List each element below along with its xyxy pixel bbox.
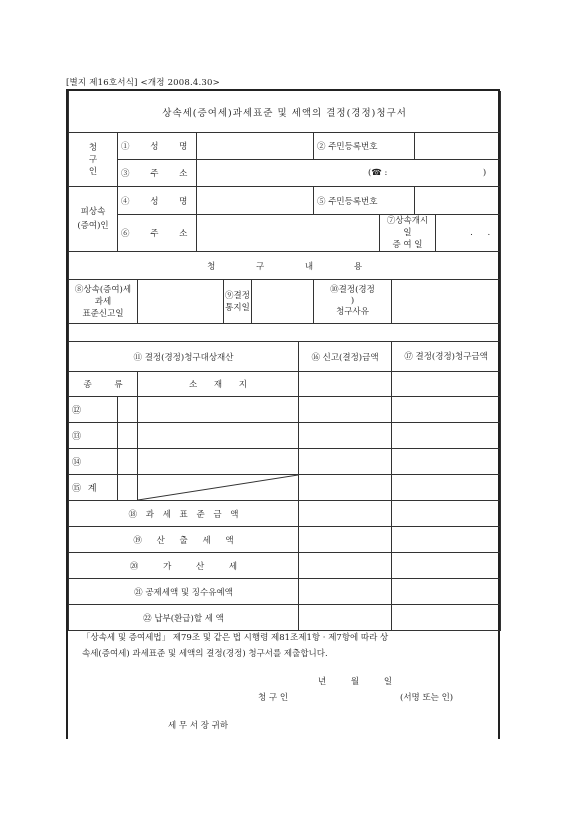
payable-tax-label: ㉒ 납부(환급)할 세 액 <box>69 605 299 631</box>
property-type-cell[interactable] <box>118 449 138 475</box>
calculated-tax-report-cell[interactable] <box>299 527 392 553</box>
phone-close: ) <box>482 168 487 178</box>
decedent-name-label: ④ 성 명 <box>118 187 197 215</box>
claimant-section-label: 청 구 인 <box>69 133 118 187</box>
form-table <box>68 91 501 631</box>
tax-base-amount-label: ⑱ 과 세 표 준 금 액 <box>69 501 299 527</box>
property-location-cell[interactable] <box>138 449 299 475</box>
decedent-id-label: ⑤ 주민등록번호 <box>314 187 415 215</box>
addressee: 세 무 서 장 귀하 <box>168 721 229 731</box>
property-report-amount-cell[interactable] <box>299 397 392 423</box>
deduction-claim-cell[interactable] <box>392 579 501 605</box>
property-location-label: 소 재 지 <box>138 372 299 397</box>
total-claim-amount-cell[interactable] <box>392 475 501 501</box>
claimant-name-field[interactable] <box>197 133 314 160</box>
claim-section-title: 청 구 내 용 <box>69 252 501 280</box>
report-amount-header-blank <box>299 372 392 397</box>
tax-base-claim-cell[interactable] <box>392 501 501 527</box>
claim-reason-field[interactable] <box>392 280 501 324</box>
claim-amount-header-blank <box>392 372 501 397</box>
property-location-cell[interactable] <box>138 397 299 423</box>
form-header-note: [별지 제16호서식] <개정 2008.4.30> <box>66 78 220 88</box>
property-type-cell[interactable] <box>118 397 138 423</box>
target-property-label: ⑪ 결정(경정)청구대상재산 <box>69 342 299 372</box>
report-amount-label: ⑯ 신고(결정)금액 <box>299 342 392 372</box>
payable-tax-claim-cell[interactable] <box>392 605 501 631</box>
claimant-address-label: ③ 주 소 <box>118 160 197 187</box>
decedent-address-label: ⑥ 주 소 <box>118 215 197 252</box>
decedent-address-field[interactable] <box>197 215 380 252</box>
property-total-row <box>69 475 118 501</box>
property-row-number: ⑭ <box>69 449 118 475</box>
statement-line-1: 「상속세 및 증여세법」 제79조 및 같은 법 시행령 제81조제1항 · 제7항에 따라 상 <box>82 633 389 643</box>
property-claim-amount-cell[interactable] <box>392 423 501 449</box>
total-label: 계 <box>87 484 97 494</box>
decedent-section-label: 피상속 (증여)인 <box>69 187 118 252</box>
spacer-row <box>69 324 501 342</box>
inheritance-date-label: ⑦상속개시일 증 여 일 <box>380 215 436 252</box>
report-date-field[interactable] <box>138 280 224 324</box>
claimant-id-field[interactable] <box>415 133 501 160</box>
notice-date-label: ⑨결정 통지일 <box>224 280 252 324</box>
calculated-tax-label: ⑲ 산 출 세 액 <box>69 527 299 553</box>
inheritance-date-field[interactable]: . . <box>436 215 501 252</box>
additional-tax-claim-cell[interactable] <box>392 553 501 579</box>
total-type-cell <box>118 475 138 501</box>
date-line: 년 월 일 <box>318 677 393 687</box>
property-type-label: 종 류 <box>69 372 138 397</box>
sign-or-seal-label: (서명 또는 인) <box>400 693 454 703</box>
statement-line-2: 속세(증여세) 과세표준 및 세액의 결정(경정) 청구서를 제출합니다. <box>82 649 328 659</box>
payable-tax-report-cell[interactable] <box>299 605 392 631</box>
property-row-number: ⑫ <box>69 397 118 423</box>
notice-date-field[interactable] <box>252 280 314 324</box>
total-location-cell-slash <box>138 475 299 501</box>
claimant-name-label: ① 성 명 <box>118 133 197 160</box>
decedent-name-field[interactable] <box>197 187 314 215</box>
property-row-number: ⑬ <box>69 423 118 449</box>
property-report-amount-cell[interactable] <box>299 423 392 449</box>
total-report-amount-cell[interactable] <box>299 475 392 501</box>
tax-base-report-cell[interactable] <box>299 501 392 527</box>
decedent-id-field[interactable] <box>415 187 501 215</box>
total-number: ⑮ <box>72 484 82 494</box>
deduction-label: ㉑ 공제세액 및 징수유예액 <box>69 579 299 605</box>
additional-tax-label: ⑳ 가 산 세 <box>69 553 299 579</box>
property-location-cell[interactable] <box>138 423 299 449</box>
property-type-cell[interactable] <box>118 423 138 449</box>
calculated-tax-claim-cell[interactable] <box>392 527 501 553</box>
form-title: 상속세(증여세)과세표준 및 세액의 결정(경정)청구서 <box>69 91 501 133</box>
property-claim-amount-cell[interactable] <box>392 449 501 475</box>
claim-amount-label: ⑰ 결정(경정)청구금액 <box>392 342 501 372</box>
property-claim-amount-cell[interactable] <box>392 397 501 423</box>
claimant-id-label: ② 주민등록번호 <box>314 133 415 160</box>
property-report-amount-cell[interactable] <box>299 449 392 475</box>
deduction-report-cell[interactable] <box>299 579 392 605</box>
additional-tax-report-cell[interactable] <box>299 553 392 579</box>
phone-label: (☎ : <box>367 168 388 178</box>
diagonal-slash <box>138 475 298 500</box>
claimant-sign-label: 청 구 인 <box>258 693 289 703</box>
claimant-address-field[interactable] <box>197 160 501 187</box>
claim-reason-label: ⑩결정(경정 ) 청구사유 <box>314 280 392 324</box>
form-frame <box>66 89 500 739</box>
report-date-label: ⑧상속(증여)세과세 표준신고일 <box>69 280 138 324</box>
